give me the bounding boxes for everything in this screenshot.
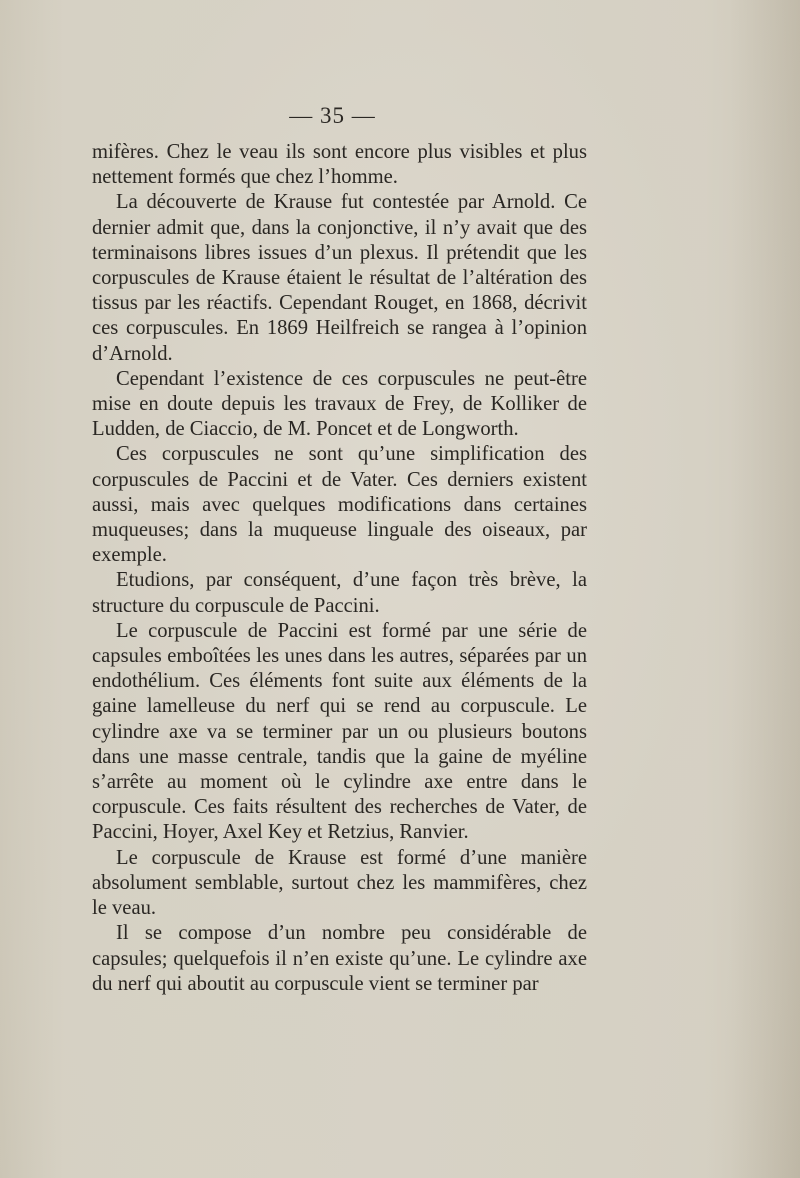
paragraph: Il se compose d’un nombre peu considérable de capsules; quelquefois il n’en existe qu’une. Le cylindre axe du nerf qui aboutit au corpuscule vient se terminer par <box>92 922 587 995</box>
paragraph: Cependant l’existence de ces corpuscules ne peut-être mise en doute depuis les travaux de Frey, de Kolliker de Ludden, de Ciaccio, de M. Poncet et de Longworth. <box>92 367 587 441</box>
paragraph: Le corpuscule de Krause est formé d’une manière absolument semblable, surtout chez les mammifères, chez le veau. <box>92 846 587 920</box>
page-edge-shadow <box>730 0 800 1178</box>
paragraph: mifères. Chez le veau ils sont encore plus visibles et plus nettement formés que chez l’homme. <box>92 141 587 189</box>
page-number: — 35 — <box>289 103 376 128</box>
paragraph: Ces corpuscules ne sont qu’une simplification des corpuscules de Paccini et de Vater. Ces derniers existent aussi, mais avec quelques modifications dans certaines muqueuses; dans la muqueuse linguale des oiseaux, par exemple. <box>92 443 587 567</box>
paragraph: La découverte de Krause fut contestée par Arnold. Ce dernier admit que, dans la conjonctive, il n’y avait que des terminaisons libres issues d’un plexus. Il prétendit que les corpuscules de Krause étaient le résultat de l’altération des tissus par les réactifs. Cependant Rouget, en 1868, décrivit ces corpuscules. En 1869 Heilfreich se rangea à l’opinion d’Arnold. <box>92 191 587 365</box>
body-text <box>92 140 587 997</box>
paragraph: Le corpuscule de Paccini est formé par une série de capsules emboîtées les unes dans les autres, séparées par un endothélium. Ces éléments font suite aux éléments de la gaine lamelleuse du nerf qui se rend au corpuscule. Le cylindre axe va se terminer par un ou plusieurs boutons dans une masse centrale, tandis que la gaine de myéline s’arrête au moment où le cylindre axe entre dans le corpuscule. Ces faits résultent des recherches de Vater, de Paccini, Hoyer, Axel Key et Retzius, Ranvier. <box>92 619 587 844</box>
paragraph: Etudions, par conséquent, d’une façon très brève, la structure du corpuscule de Paccini. <box>92 569 587 617</box>
